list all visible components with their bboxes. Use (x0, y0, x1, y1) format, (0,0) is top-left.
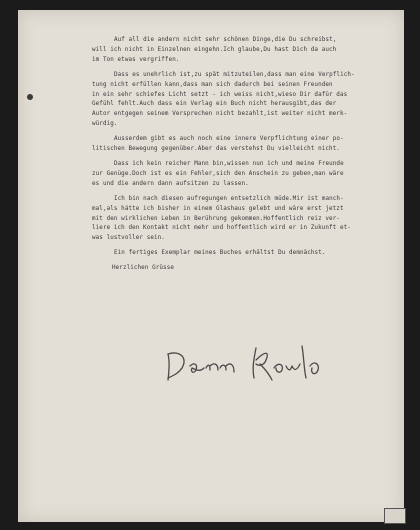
letter-page (18, 10, 404, 522)
text-line: Auf all die andern nicht sehr schönen Dinge,die Du schreibst, (114, 37, 337, 43)
text-line: mit den wirklichen Leben in Berührung gekommen.Hoffentlich reiz ver- (92, 215, 340, 222)
text-line: Ausserdem gibt es auch noch eine innere Verpflichtung einer po- (114, 136, 344, 143)
text-line: Ich bin nach diesen aufregungen entsetzlich müde.Mir ist manch- (114, 195, 344, 202)
text-line: mal,als hätte ich bisher in einem Glashaus gelebt und wäre erst jetzt (92, 205, 344, 212)
text-line: Ein fertiges Exemplar meines Buches erhältst Du demnächst. (114, 250, 326, 257)
closing-text: Herzlichen Grüsse (112, 265, 174, 272)
paragraph (92, 36, 410, 66)
letter-body (92, 36, 410, 274)
text-line: will ich nicht in Einzelnen eingehn.Ich glaube,Du hast Dich da auch (92, 46, 337, 53)
paragraph (92, 71, 410, 130)
text-line: zur Genüge.Doch ist es ein Fehler,sich den Anschein zu geben,man wäre (92, 170, 344, 177)
text-line: es und die andern dann aufsitzen zu lassen. (92, 180, 249, 187)
paragraph (92, 195, 410, 245)
text-line: Dass ich kein reicher Mann bin,wissen nun ich und meine Freunde (114, 160, 344, 167)
text-line: Autor entgegen seinem Versprechen nicht bezahlt,ist weiter nicht merk- (92, 111, 348, 118)
handwritten-signature (160, 340, 360, 385)
text-line: tung nicht erfüllen kann,dass man sich dadurch bei seinen Freunden (92, 81, 333, 88)
text-line: in ein sehr schiefes Licht setzt - ich weiss nicht,wieso Dir dafür das (92, 91, 348, 98)
archive-marker (384, 508, 406, 524)
text-line: liere ich den Kontakt nicht mehr und hoffentlich wird er in Zukunft et- (92, 225, 351, 232)
text-line: würdig. (92, 121, 118, 128)
text-line: Gefühl fehlt.Auch dass ein Verlag ein Buch nicht herausgibt,das der (92, 101, 337, 108)
text-line: Dass es unehrlich ist,zu spät mitzuteilen,dass man eine Verpflich- (114, 71, 355, 78)
paragraph (92, 160, 410, 190)
text-line: im Ton etwas vergriffen. (92, 56, 180, 63)
text-line: litischen Bewegung gegenüber.Aber das verstehst Du vielleicht nicht. (92, 146, 340, 153)
paragraph (92, 135, 410, 155)
closing-salutation (92, 264, 410, 274)
text-line: was lustvoller sein. (92, 235, 165, 242)
paragraph (92, 249, 410, 259)
punch-hole-mark (27, 94, 33, 100)
